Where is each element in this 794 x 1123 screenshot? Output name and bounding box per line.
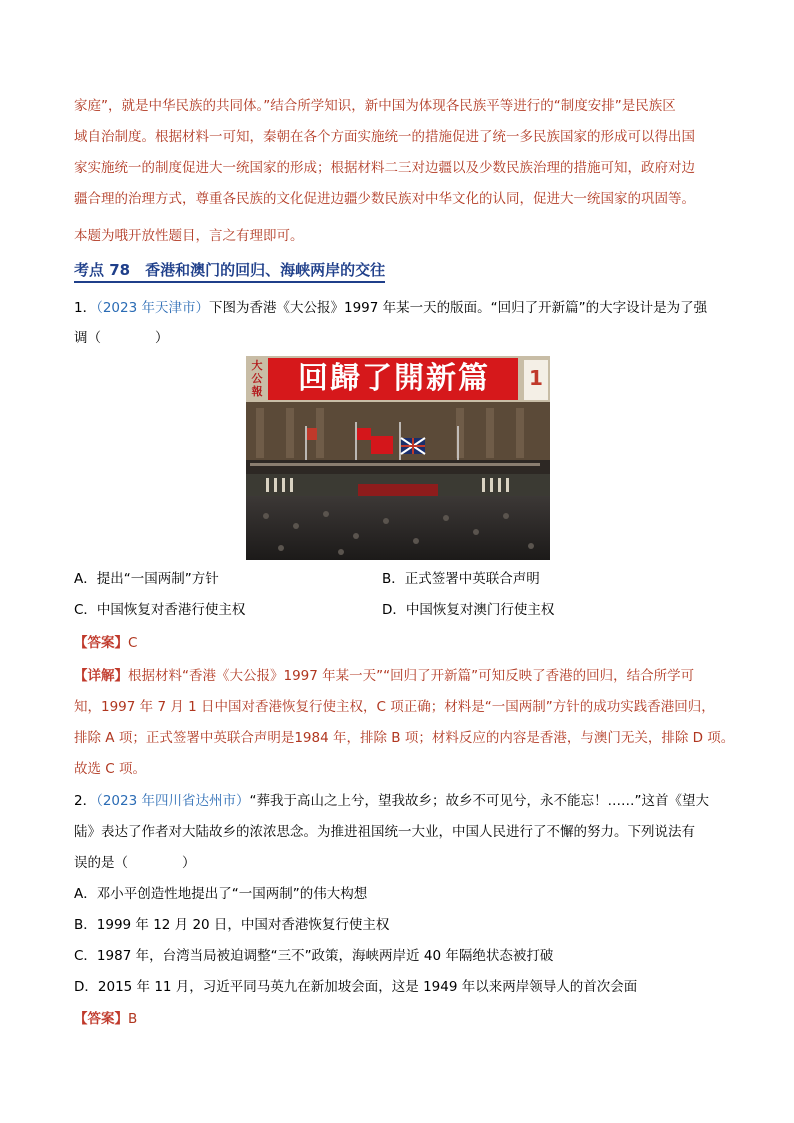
q2-option-b: B．1999 年 12 月 20 日，中国对香港恢复行使主权 — [74, 917, 390, 933]
q2-stem-line-3: 误的是（ ） — [74, 855, 196, 871]
q2-stem-line-1 — [74, 791, 709, 811]
q1-detail-line-4: 故选 C 项。 — [74, 761, 147, 777]
q1-answer — [74, 633, 137, 653]
q1-number: 1． — [74, 300, 97, 316]
q2-number: 2． — [74, 793, 97, 809]
q1-stem-line-2: 调（ ） — [74, 330, 169, 346]
q1-detail-date: 1984 年 — [294, 730, 347, 746]
q1-option-d: D．中国恢复对澳门行使主权 — [382, 602, 555, 618]
q1-option-c: C．中国恢复对香港行使主权 — [74, 602, 246, 618]
q2-answer — [74, 1009, 137, 1029]
q2-answer-value: B — [128, 1011, 138, 1027]
q1-detail-date: 1997 年 7 月 1 日 — [101, 699, 215, 715]
q1-answer-value: C — [128, 635, 138, 651]
prev-explanation-line-3: 家实施统一的制度促进大一统国家的形成；根据材料二三对边疆以及少数民族治理的措施可知，政府对边 — [74, 160, 695, 176]
q1-answer-label: 【答案】 — [74, 635, 128, 651]
prev-explanation-line-1: 家庭”，就是中华民族的共同体。”结合所学知识，新中国为体现各民族平等进行的“制度安排”是民族区 — [74, 98, 676, 114]
newspaper-photo — [246, 356, 550, 560]
q1-option-a: A．提出“一国两制”方针 — [74, 571, 219, 587]
q1-detail-text: ，排除 B 项；材料反应的内容是香港，与澳门无关，排除 D 项。 — [346, 730, 735, 746]
q2-option-c: C．1987 年，台湾当局被迫调整“三不”政策，海峡两岸近 40 年隔绝状态被打破 — [74, 948, 554, 964]
q1-detail-text: 中国对香港恢复行使主权，C 项正确；材料是“一国两制”方针的成功实践香港回归， — [214, 699, 715, 715]
q1-detail-text: 知， — [74, 699, 101, 715]
q1-detail-line-2 — [74, 697, 715, 717]
q1-option-b: B．正式签署中英联合声明 — [382, 571, 540, 587]
q1-stem-text: 下图为香港《大公报》1997 年某一天的版面。“回归了开新篇”的大字设计是为了强 — [209, 300, 708, 316]
q2-option-d: D．2015 年 11 月，习近平同马英九在新加坡会面，这是 1949 年以来两岸领导人的首次会面 — [74, 979, 638, 995]
q1-detail-text: 可知反映了香港的回归，结合所学可 — [478, 668, 695, 684]
q1-detail-quote: “香港《大公报》1997 年某一天”“回归了开新篇” — [182, 668, 479, 684]
newspaper-date-number: 1 — [529, 366, 543, 390]
prev-explanation-line-2: 域自治制度。根据材料一可知，秦朝在各个方面实施统一的措施促进了统一多民族国家的形成可以得出国 — [74, 129, 695, 145]
newspaper-masthead: 大公報 — [251, 359, 263, 398]
q2-source: （2023 年四川省达州市） — [96, 793, 250, 809]
topic-title: 考点 78 香港和澳门的回归、海峡两岸的交往 — [74, 260, 385, 283]
q1-detail-line-1 — [74, 666, 694, 686]
q2-stem-text: “葬我于高山之上兮，望我故乡；故乡不可见兮，永不能忘！……”这首《望大 — [249, 793, 709, 809]
q1-source: （2023 年天津市） — [96, 300, 209, 316]
q1-detail-line-3 — [74, 728, 734, 748]
prev-explanation-line-5: 本题为哦开放性题目，言之有理即可。 — [74, 228, 304, 244]
newspaper-headline: 回歸了開新篇 — [298, 361, 490, 396]
q2-answer-label: 【答案】 — [74, 1011, 128, 1027]
q1-detail-label: 【详解】 — [74, 668, 128, 684]
q2-option-a: A．邓小平创造性地提出了“一国两制”的伟大构想 — [74, 886, 368, 902]
q1-detail-text: 排除 A 项；正式签署中英联合声明是 — [74, 730, 295, 746]
q1-stem-line-1 — [74, 298, 707, 318]
q2-stem-line-2: 陆》表达了作者对大陆故乡的浓浓思念。为推进祖国统一大业，中国人民进行了不懈的努力。下列说法有 — [74, 824, 695, 840]
prev-explanation-line-4: 疆合理的治理方式，尊重各民族的文化促进边疆少数民族对中华文化的认同，促进大一统国家的巩固等。 — [74, 191, 695, 207]
q1-detail-text: 根据材料 — [128, 668, 182, 684]
